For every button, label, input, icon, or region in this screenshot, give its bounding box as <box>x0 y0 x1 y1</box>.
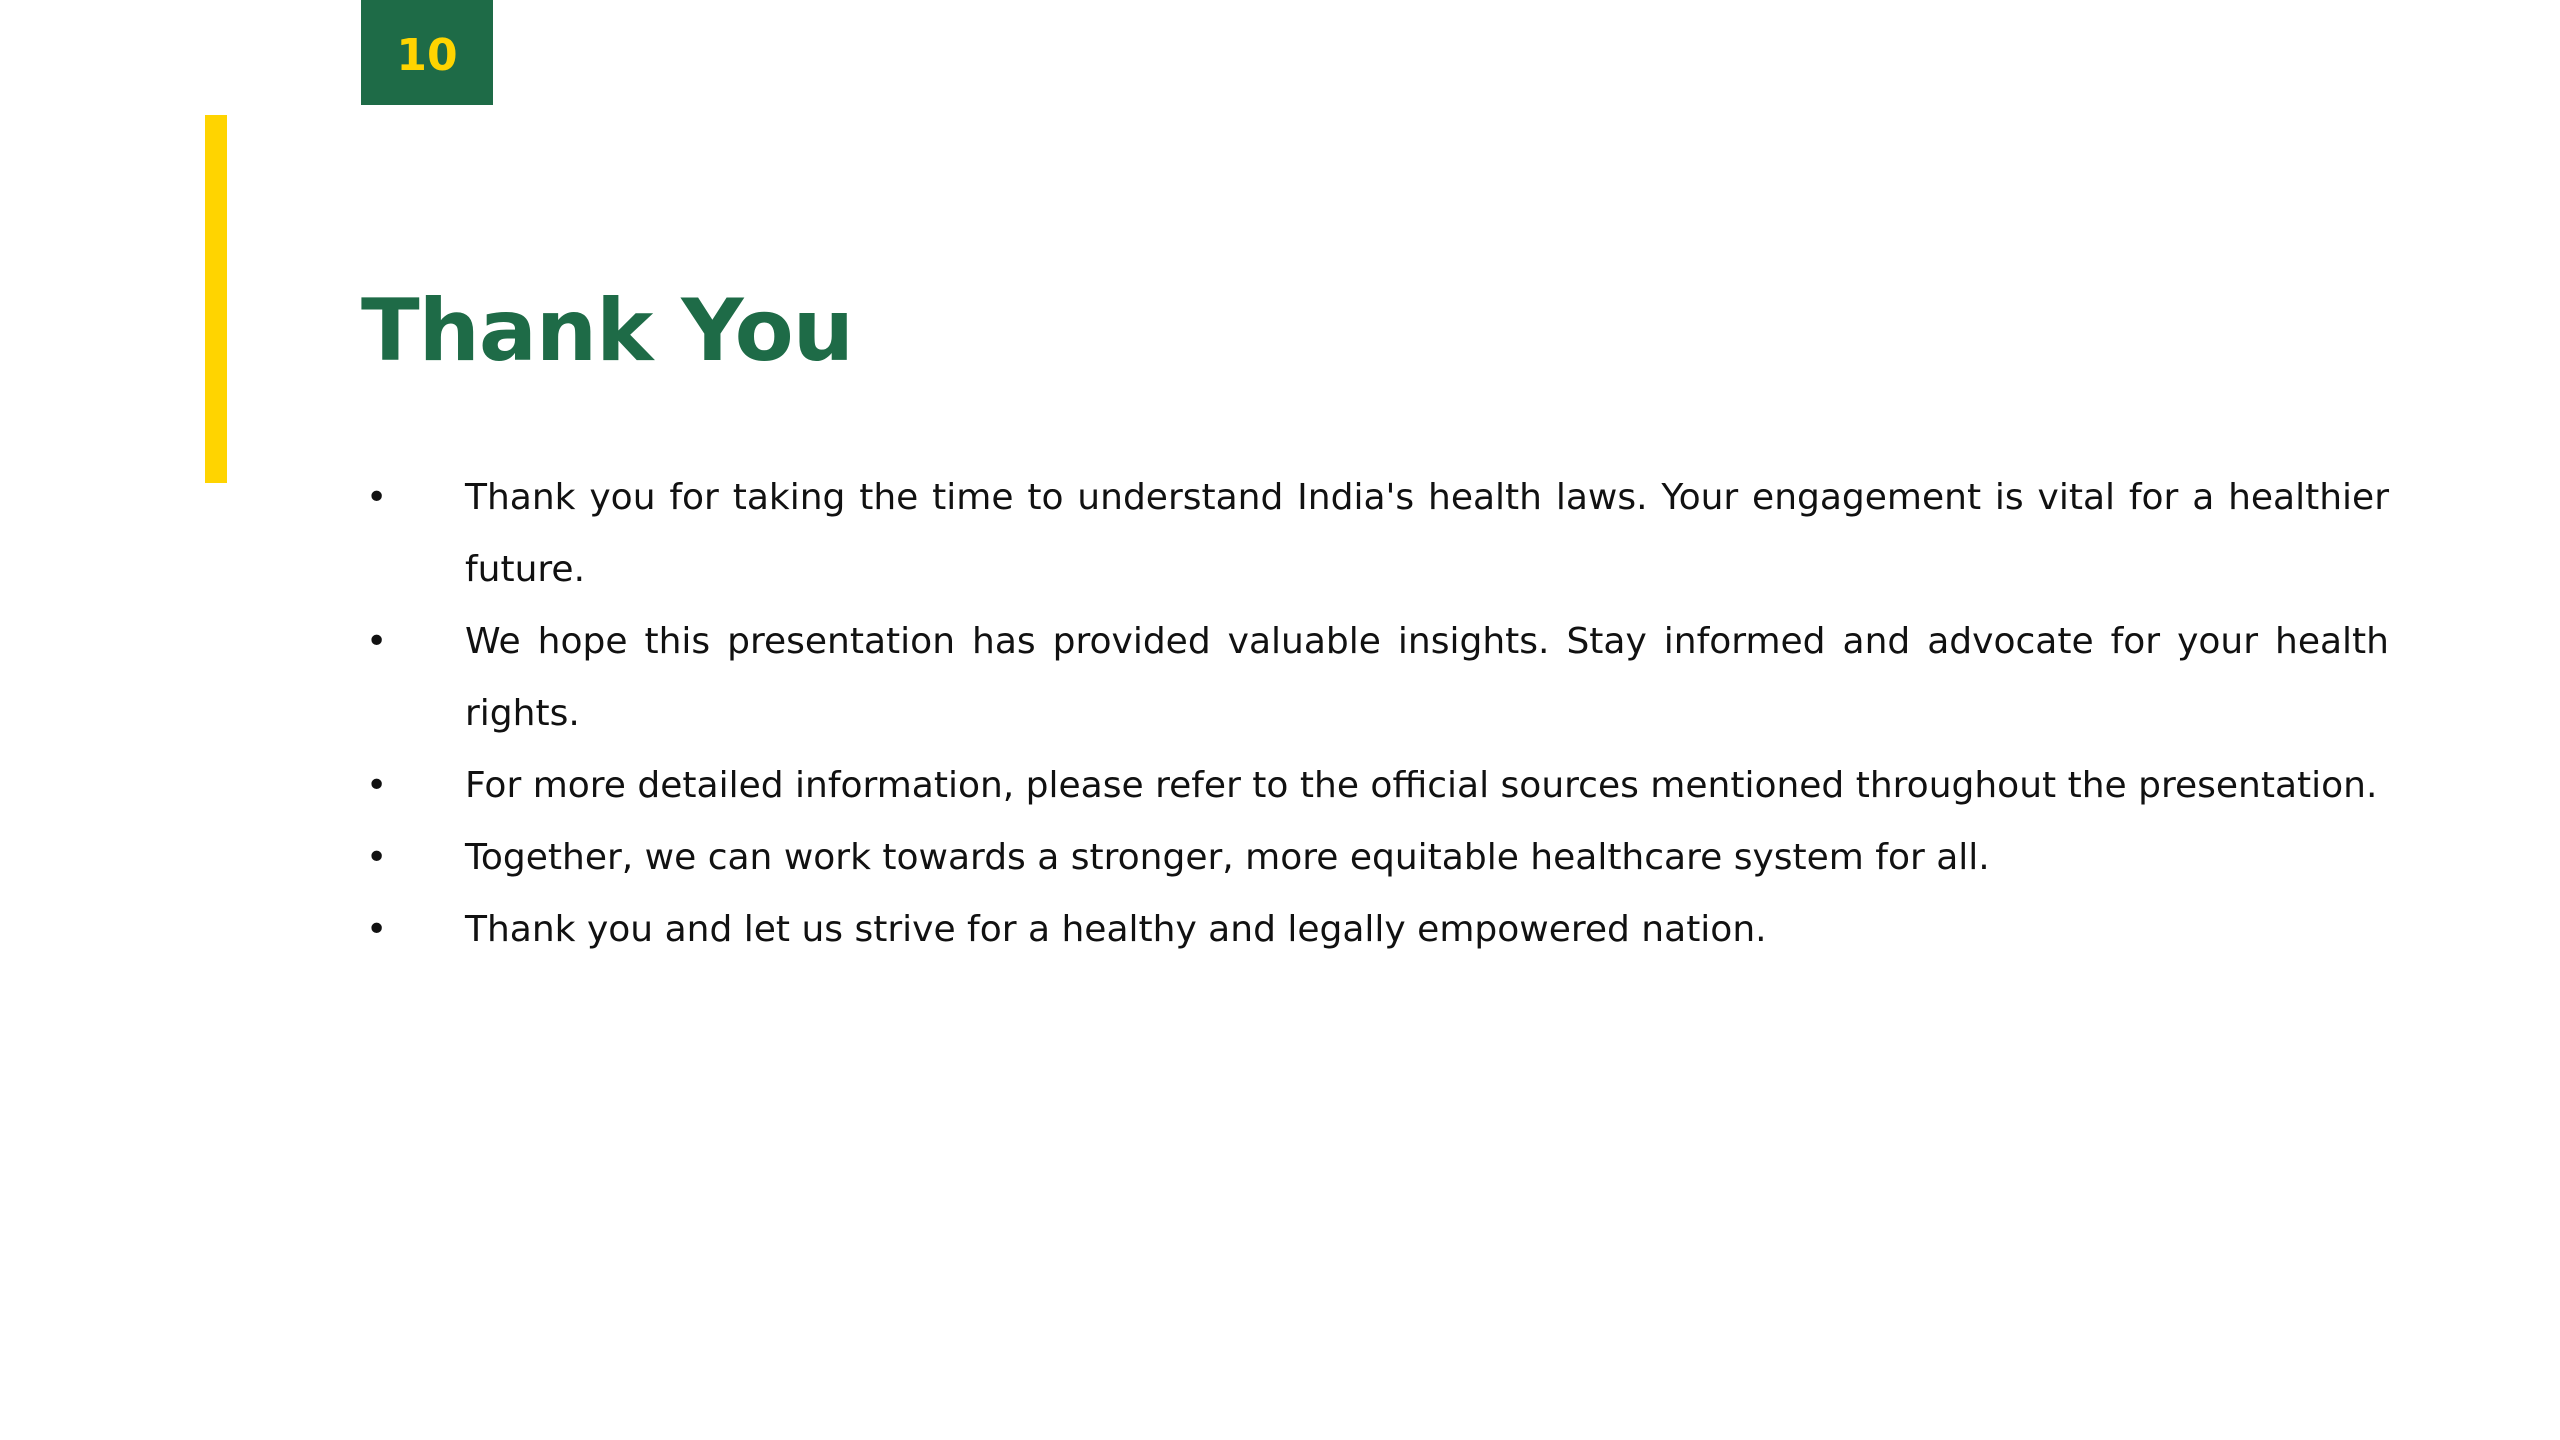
bullet-item <box>361 750 2389 822</box>
bullet-text: For more detailed information, please refer to the official sources mentioned throughout the presentation. <box>465 765 2378 806</box>
bullet-icon: • <box>366 477 388 518</box>
bullet-item <box>361 462 2389 606</box>
bullet-icon: • <box>366 909 388 950</box>
bullet-item <box>361 606 2389 750</box>
bullet-item <box>361 822 2389 894</box>
bullet-text: Thank you for taking the time to understand India's health laws. Your engagement is vital for a healthier future. <box>465 477 2389 590</box>
bullet-item <box>361 894 2389 966</box>
page-number-badge <box>361 0 493 105</box>
accent-bar <box>205 115 227 483</box>
bullet-icon: • <box>366 765 388 806</box>
bullet-icon: • <box>366 621 388 662</box>
bullet-text: We hope this presentation has provided valuable insights. Stay informed and advocate for your health rights. <box>465 621 2389 734</box>
bullet-text: Together, we can work towards a stronger, more equitable healthcare system for all. <box>465 837 1990 878</box>
bullet-icon: • <box>366 837 388 878</box>
slide-title: Thank You <box>361 281 853 381</box>
bullet-list <box>361 462 2389 966</box>
bullet-text: Thank you and let us strive for a healthy and legally empowered nation. <box>465 909 1767 950</box>
page-number: 10 <box>396 29 458 81</box>
